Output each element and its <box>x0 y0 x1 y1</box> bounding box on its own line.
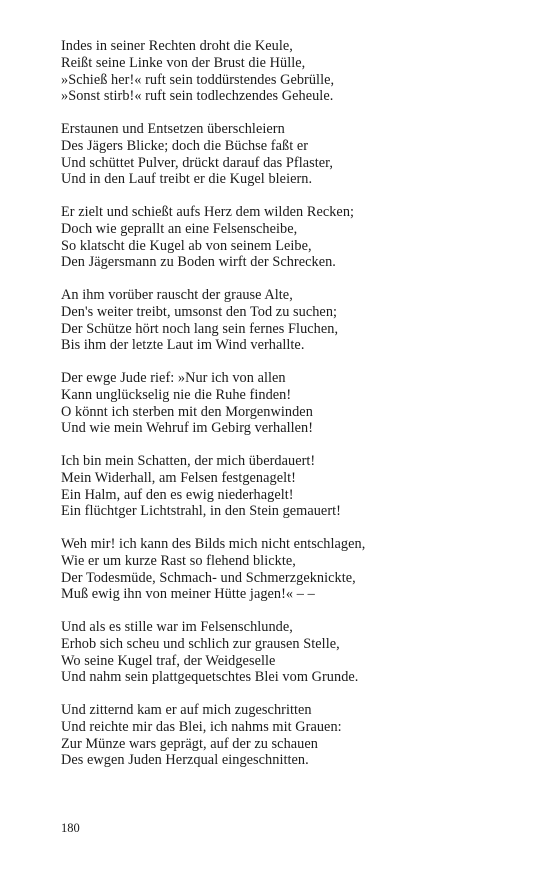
verse-line: Mein Widerhall, am Felsen festgenagelt! <box>61 469 296 486</box>
verse-line: Der Schütze hört noch lang sein fernes Fluchen, <box>61 320 339 337</box>
verse-line: Erstaunen und Entsetzen überschleiern <box>61 121 285 137</box>
verse-line: Weh mir! ich kann des Bilds mich nicht entschlagen, <box>61 536 366 552</box>
verse-line: Kann unglückselig nie die Ruhe finden! <box>61 386 292 403</box>
verse-line: So klatscht die Kugel ab von seinem Leibe, <box>61 237 312 254</box>
stanza <box>61 453 521 520</box>
verse-line: Des Jägers Blicke; doch die Büchse faßt er <box>61 137 309 154</box>
verse-line: Der Todesmüde, Schmach- und Schmerzgeknickte, <box>61 569 356 586</box>
verse-line: Indes in seiner Rechten droht die Keule, <box>61 38 293 54</box>
verse-line: Ein flüchtger Lichtstrahl, in den Stein gemauert! <box>61 503 341 520</box>
verse-line: Ich bin mein Schatten, der mich überdauert! <box>61 453 316 469</box>
stanza <box>61 702 521 769</box>
verse-line: Des ewgen Juden Herzqual eingeschnitten. <box>61 752 309 769</box>
verse-line: Den's weiter treibt, umsonst den Tod zu suchen; <box>61 303 338 320</box>
verse-line: Reißt seine Linke von der Brust die Hülle, <box>61 54 306 71</box>
stanza <box>61 121 521 188</box>
verse-line: Und als es stille war im Felsenschlunde, <box>61 619 293 635</box>
verse-line: Und zitternd kam er auf mich zugeschritten <box>61 702 312 718</box>
verse-line: Und reichte mir das Blei, ich nahms mit Grauen: <box>61 718 342 735</box>
verse-line: Den Jägersmann zu Boden wirft der Schrecken. <box>61 254 336 271</box>
verse-line: Und nahm sein plattgequetschtes Blei vom Grunde. <box>61 669 359 686</box>
verse-line: Der ewge Jude rief: »Nur ich von allen <box>61 370 286 386</box>
stanza <box>61 370 521 437</box>
verse-line: O könnt ich sterben mit den Morgenwinden <box>61 403 313 420</box>
verse-line: Doch wie geprallt an eine Felsenscheibe, <box>61 220 298 237</box>
verse-line: Erhob sich scheu und schlich zur grausen Stelle, <box>61 635 340 652</box>
verse-line: Ein Halm, auf den es ewig niederhagelt! <box>61 486 294 503</box>
verse-line: Und wie mein Wehruf im Gebirg verhallen! <box>61 420 314 437</box>
verse-line: Wie er um kurze Rast so flehend blickte, <box>61 552 296 569</box>
verse-line: Und in den Lauf treibt er die Kugel bleiern. <box>61 171 313 188</box>
verse-line: An ihm vorüber rauscht der grause Alte, <box>61 287 293 303</box>
verse-line: Muß ewig ihn von meiner Hütte jagen!« – – <box>61 586 315 603</box>
page-number: 180 <box>61 821 80 835</box>
verse-line: Wo seine Kugel traf, der Weidgeselle <box>61 652 276 669</box>
stanza <box>61 287 521 354</box>
verse-line: Und schüttet Pulver, drückt darauf das Pflaster, <box>61 154 334 171</box>
stanza <box>61 38 521 105</box>
verse-line: Er zielt und schießt aufs Herz dem wilden Recken; <box>61 204 355 220</box>
stanza <box>61 204 521 271</box>
stanza <box>61 619 521 686</box>
poem-text <box>61 38 521 785</box>
verse-line: »Sonst stirb!« ruft sein todlechzendes Geheule. <box>61 88 334 105</box>
stanza <box>61 536 521 603</box>
verse-line: Zur Münze wars geprägt, auf der zu schauen <box>61 735 318 752</box>
verse-line: »Schieß her!« ruft sein toddürstendes Gebrülle, <box>61 71 335 88</box>
verse-line: Bis ihm der letzte Laut im Wind verhallte. <box>61 337 305 354</box>
